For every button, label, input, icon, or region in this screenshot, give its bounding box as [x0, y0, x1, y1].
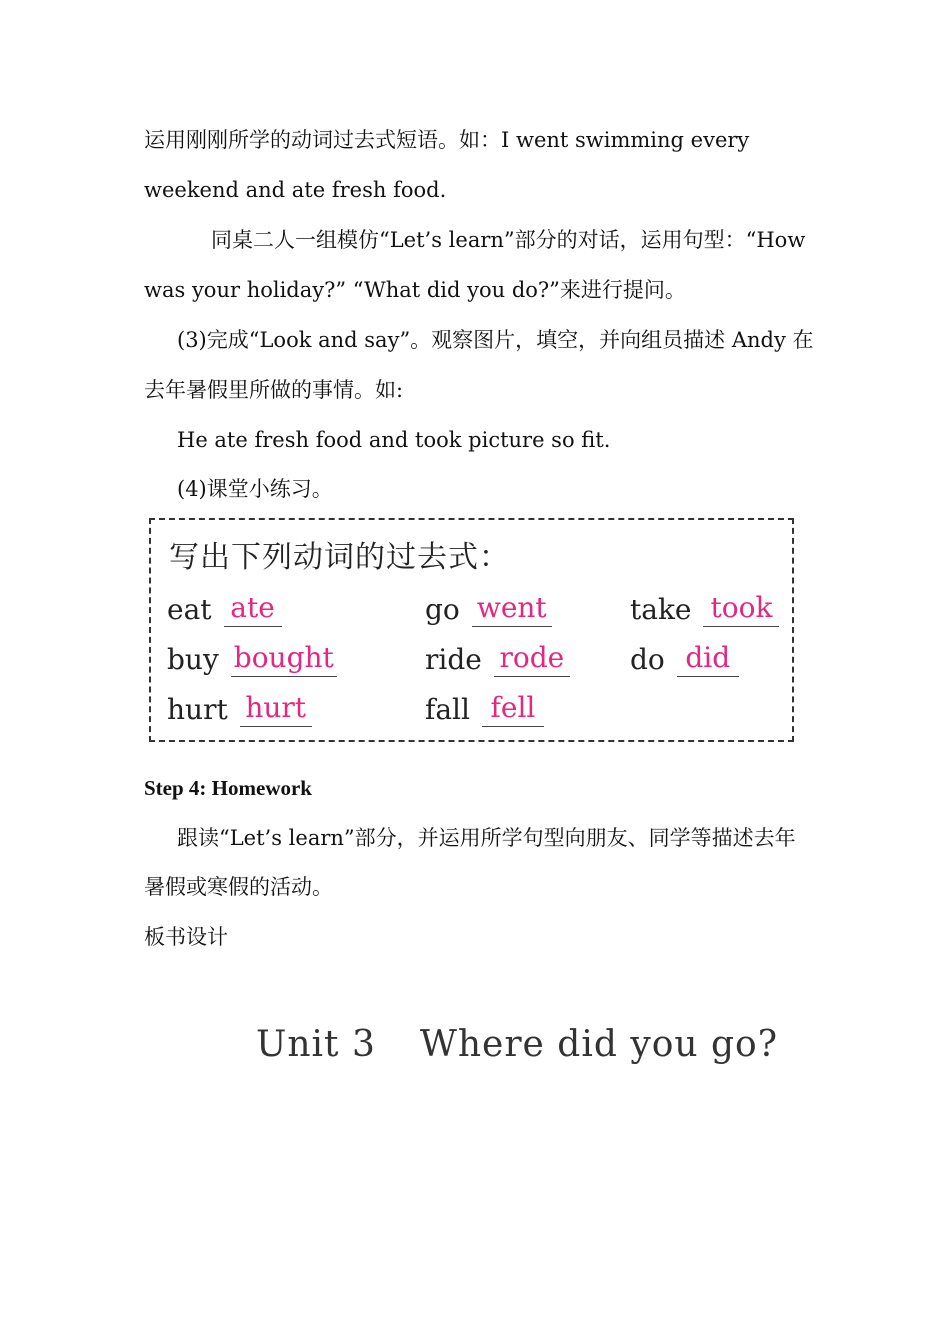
exercise-box	[149, 518, 794, 742]
paragraph-line: 暑假或寒假的活动。	[144, 875, 333, 899]
exercise-word: hurt	[167, 693, 228, 726]
exercise-answer: took	[703, 590, 779, 627]
exercise-item	[425, 640, 570, 680]
unit-number: Unit 3	[256, 1024, 376, 1065]
exercise-word: ride	[425, 643, 482, 676]
example-sentence: He ate fresh food and took picture so fit.	[177, 428, 611, 452]
exercise-item	[167, 640, 337, 680]
board-design-label: 板书设计	[144, 925, 228, 949]
exercise-item	[167, 690, 312, 730]
paragraph-line: was your holiday?” “What did you do?”来进行提问。	[144, 278, 686, 302]
paragraph-line: 运用刚刚所学的动词过去式短语。如：I went swimming every	[144, 128, 750, 152]
exercise-answer: ate	[224, 590, 282, 627]
exercise-answer: fell	[482, 690, 544, 727]
exercise-word: buy	[167, 643, 219, 676]
paragraph-line: (4)课堂小练习。	[177, 477, 333, 501]
exercise-answer: did	[677, 640, 739, 677]
paragraph-line: 跟读“Let’s learn”部分，并运用所学句型向朋友、同学等描述去年	[177, 826, 796, 850]
exercise-answer: rode	[494, 640, 570, 677]
exercise-item	[630, 640, 739, 680]
exercise-item	[167, 590, 282, 630]
paragraph-line: 去年暑假里所做的事情。如:	[144, 378, 404, 402]
exercise-word: go	[425, 593, 460, 626]
exercise-word: eat	[167, 593, 212, 626]
paragraph-line: 同桌二人一组模仿“Let’s learn”部分的对话，运用句型：“How	[211, 228, 806, 252]
paragraph-line: weekend and ate fresh food.	[144, 178, 447, 202]
board-unit-title	[256, 1022, 778, 1068]
exercise-word: do	[630, 643, 665, 676]
exercise-item	[425, 690, 544, 730]
exercise-word: fall	[425, 693, 470, 726]
exercise-answer: bought	[231, 640, 337, 677]
exercise-item	[630, 590, 779, 630]
exercise-word: take	[630, 593, 692, 626]
exercise-answer: went	[472, 590, 552, 627]
exercise-item	[425, 590, 552, 630]
unit-title-text: Where did you go?	[419, 1024, 779, 1065]
step4-heading: Step 4: Homework	[144, 776, 312, 800]
exercise-answer: hurt	[240, 690, 312, 727]
exercise-title: 写出下列动词的过去式：	[169, 540, 510, 575]
paragraph-line: (3)完成“Look and say”。观察图片，填空，并向组员描述 Andy 在	[177, 328, 814, 352]
